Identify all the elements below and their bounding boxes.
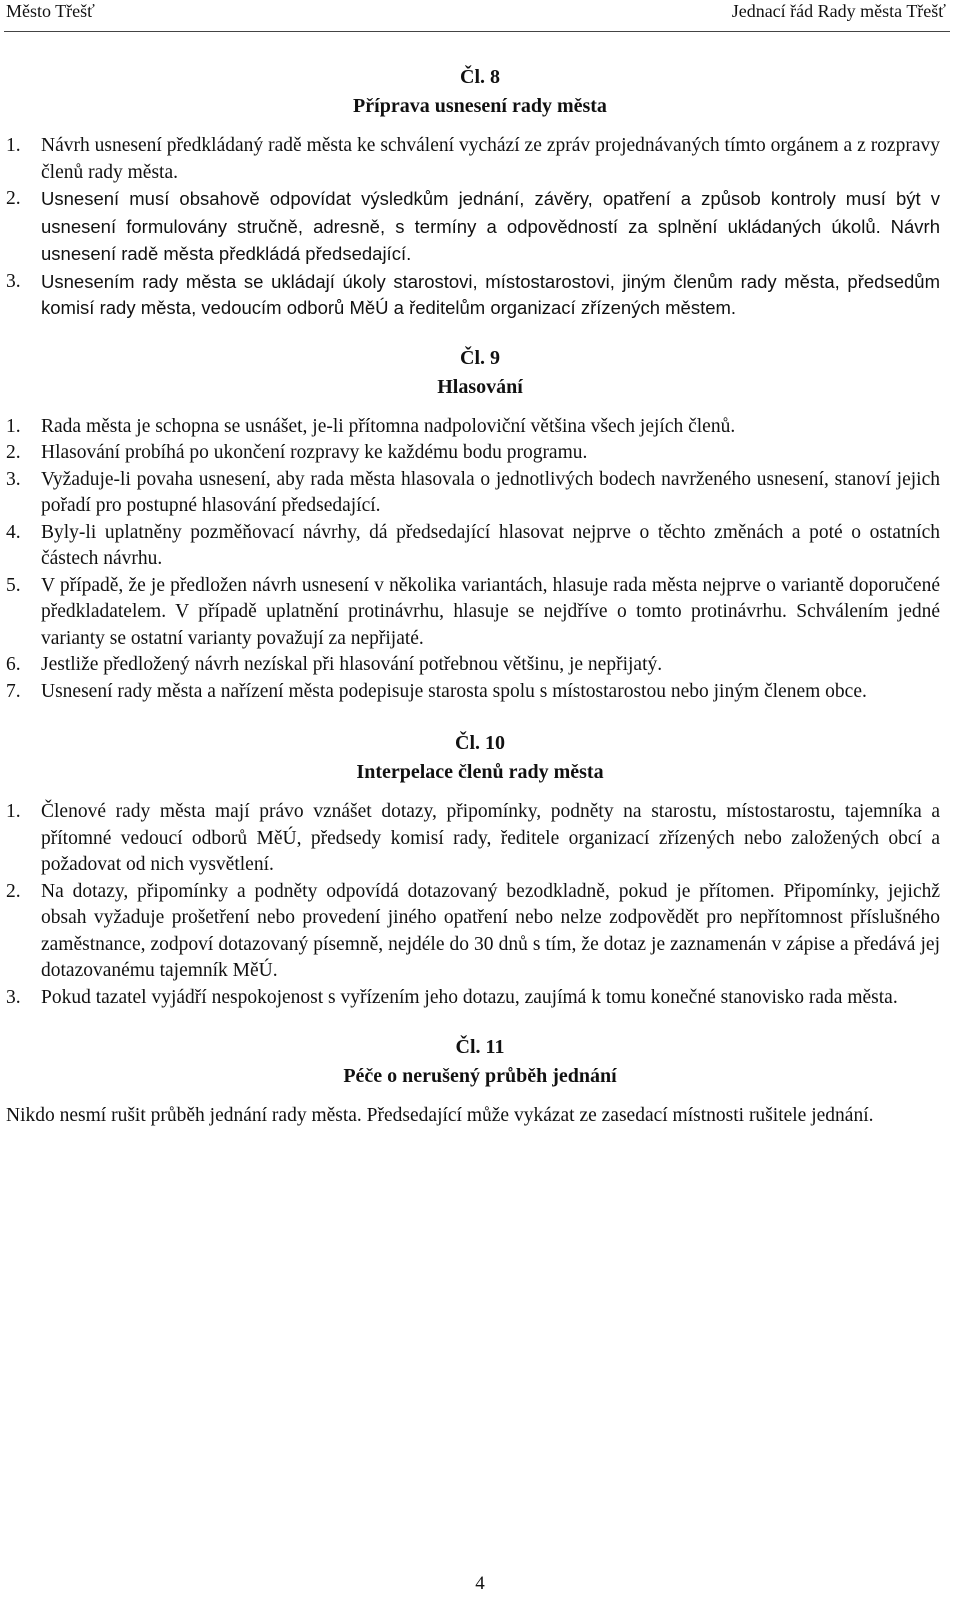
item-text: Rada města je schopna se usnášet, je-li přítomna nadpoloviční většina všech jejích členů.	[41, 415, 736, 437]
list-item	[0, 679, 960, 706]
list-item	[0, 414, 960, 441]
header-document-title: Jednací řád Rady města Třešť	[731, 1, 946, 21]
article-10-number: Čl. 10	[455, 732, 505, 754]
article-11-paragraph: Nikdo nesmí rušit průběh jednání rady města. Předsedající může vykázat ze zasedací místnosti rušitele jednání.	[6, 1105, 874, 1126]
list-item	[0, 133, 960, 186]
article-8-title: Příprava usnesení rady města	[353, 95, 607, 117]
item-text: Návrh usnesení předkládaný radě města ke schválení vychází ze zpráv projednávaných tímto orgánem a z rozpravy členů rady města.	[41, 135, 940, 183]
list-item	[0, 269, 960, 322]
article-10	[0, 729, 960, 1011]
item-number: 2.	[6, 442, 21, 463]
article-10-title: Interpelace členů rady města	[356, 761, 604, 783]
list-item	[0, 440, 960, 467]
item-number: 1.	[6, 415, 21, 437]
item-number: 4.	[6, 521, 21, 543]
document-body	[0, 63, 960, 1130]
item-number: 1.	[6, 801, 21, 822]
item-text: Usnesením rady města se ukládají úkoly starostovi, místostarostovi, jiným členům rady města, předsedům komisí rady města, vedoucím odborů MěÚ a ředitelům organizací zřízených městem.	[41, 270, 940, 318]
item-text: Usnesení musí obsahově odpovídat výsledkům jednání, závěry, opatření a způsob kontroly musí být v usnesení formulovány stručně, adresně, s termíny a odpovědností za splnění ukládaných úkolů.	[41, 188, 940, 237]
article-10-list	[0, 799, 960, 1011]
article-9	[0, 344, 960, 706]
header-town-name: Město Třešť	[6, 1, 95, 21]
item-number: 2.	[6, 880, 21, 902]
list-item	[0, 879, 960, 985]
article-11	[0, 1033, 960, 1130]
item-text-wrap	[41, 186, 940, 269]
item-number: 3.	[6, 468, 21, 490]
article-9-number: Čl. 9	[460, 346, 500, 369]
list-item	[0, 573, 960, 653]
header-rule	[4, 31, 950, 32]
item-text: Vyžaduje-li povaha usnesení, aby rada města hlasovala o jednotlivých bodech navrženého usnesení, stanoví jejich pořadí pro postupné hlasování předsedající.	[41, 468, 940, 516]
article-8	[0, 63, 960, 322]
item-text: Usnesení rady města a nařízení města podepisuje starosta spolu s místostarostou nebo jiným členem obce.	[41, 680, 867, 702]
list-item	[0, 186, 960, 269]
item-text: V případě, že je předložen návrh usnesení v několika variantách, hlasuje rada města nejprve o variantě doporučené předkladatelem. V případě uplatnění protinávrhu, hlasuje se nejdříve o tomto protinávrhu. Schválením jedné varianty se ostatní varianty považují za nepřijaté.	[41, 574, 940, 649]
item-number: 2.	[6, 188, 21, 209]
item-text: Členové rady města mají právo vznášet dotazy, připomínky, podněty na starostu, místostarostu, tajemníka a přítomné vedoucí odborů MěÚ, předsedy komisí rady, ředitele organizací zřízených nebo založených obcí a požadovat od nich vysvětlení.	[41, 801, 940, 875]
article-11-title: Péče o nerušený průběh jednání	[343, 1065, 617, 1087]
article-9-title: Hlasování	[437, 375, 523, 398]
item-number: 6.	[6, 654, 21, 675]
item-number: 1.	[6, 135, 21, 156]
item-text: Byly-li uplatněny pozměňovací návrhy, dá předsedající hlasovat nejprve o těchto změnách a poté o ostatních částech návrhu.	[41, 521, 940, 569]
item-text: Na dotazy, připomínky a podněty odpovídá dotazovaný bezodkladně, pokud je přítomen. Připomínky, jejichž obsah vyžaduje prošetření nebo provedení jiného opatření nebo nelze zodpovědět pro nepřítomnost příslušného zaměstnance, zodpoví dotazovaný písemně, nejdéle do 30 dnů s tím, že dotaz je zaznamenán v zápise a předává jej dotazovanému tajemník MěÚ.	[41, 880, 940, 981]
article-8-list	[0, 133, 960, 322]
article-8-number: Čl. 8	[460, 66, 500, 88]
article-9-list	[0, 414, 960, 706]
list-item	[0, 985, 960, 1012]
list-item	[0, 467, 960, 520]
list-item	[0, 520, 960, 573]
item-text-emphasis: Návrh usnesení radě města předkládá předsedající.	[41, 215, 941, 264]
list-item	[0, 652, 960, 679]
page-number: 4	[475, 1573, 485, 1594]
item-number: 3.	[6, 270, 21, 292]
article-11-number: Čl. 11	[455, 1036, 505, 1058]
item-text: Hlasování probíhá po ukončení rozpravy ke každému bodu programu.	[41, 442, 588, 463]
item-text: Jestliže předložený návrh nezískal při hlasování potřebnou většinu, je nepřijatý.	[41, 654, 663, 675]
item-number: 7.	[6, 680, 21, 702]
list-item	[0, 799, 960, 879]
page-header	[0, 0, 960, 40]
item-number: 3.	[6, 986, 21, 1008]
item-number: 5.	[6, 574, 21, 596]
item-text: Pokud tazatel vyjádří nespokojenost s vyřízením jeho dotazu, zaujímá k tomu konečné stanovisko rada města.	[41, 986, 898, 1008]
